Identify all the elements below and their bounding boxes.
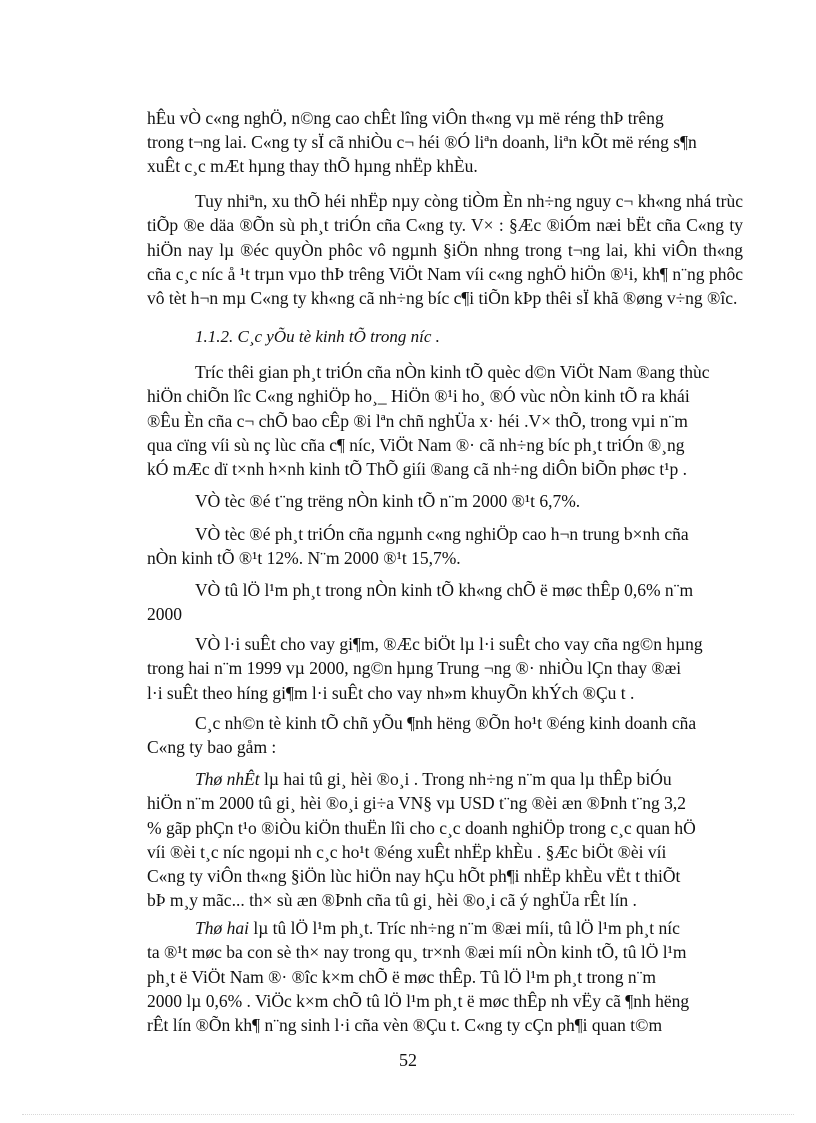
paragraph-6 <box>147 578 743 627</box>
paragraph-10 <box>147 916 743 1037</box>
paragraph-line: trong hai n¨m 1999 vµ 2000, ng©n hµng Trung ¬ng ®· nhiÒu lÇn thay ®æi <box>147 658 682 679</box>
paragraph-line: ph¸t ë ViÖt Nam ®· ®îc k×m chÕ ë møc thÊp. Tû lÖ l¹m ph¸t trong n¨m <box>147 966 657 987</box>
paragraph-line: VÒ l·i suÊt cho vay gi¶m, ®Æc biÖt lµ l·i suÊt cho vay cña ng©n hµng <box>195 634 703 654</box>
paragraph-9 <box>147 767 743 913</box>
paragraph-lead: Thø hai <box>195 918 249 938</box>
paragraph-line: qua cïng víi sù nç lùc cña c¶ níc, ViÖt Nam ®· cã nh÷ng bíc ph¸t triÓn ®¸ng <box>147 434 685 455</box>
paragraph-line: C«ng ty viÔn th«ng §iÖn lùc hiÖn nay hÇu hÕt ph¶i nhËp khÈu vËt t thiÕt <box>147 866 681 887</box>
paragraph-line: bÞ m¸y mãc... th× sù æn ®Þnh cña tû gi¸ hèi ®o¸i cã ý nghÜa rÊt lín . <box>147 890 637 911</box>
paragraph-line: VÒ tèc ®é ph¸t triÓn cña ngµnh c«ng nghiÖp cao h¬n trung b×nh cña <box>195 524 689 544</box>
paragraph-line: ta ®¹t møc ba con sè th× nay trong qu¸ tr×nh ®æi míi nÒn kinh tÕ, tû lÖ l¹m <box>147 942 687 963</box>
paragraph-line: Thø hai lµ tû lÖ l¹m ph¸t. Tríc nh÷ng n¨m ®æi míi, tû lÖ l¹m ph¸t níc <box>195 918 680 938</box>
paragraph-line: Tríc thêi gian ph¸t triÓn cña nÒn kinh tÕ quèc d©n ViÖt Nam ®ang thùc <box>195 362 710 382</box>
paragraph-1-line-3: xuÊt c¸c mÆt hµng thay thÕ hµng nhËp khÈu. <box>147 156 478 176</box>
paragraph-1 <box>147 106 743 130</box>
paragraph-line: hiÖn chiÕn lîc C«ng nghiÖp ho¸_ HiÖn ®¹i ho¸ ®Ó vùc nÒn kinh tÕ ra khái <box>147 386 690 407</box>
paragraph-line: hiÖn n¨m 2000 tû gi¸ hèi ®o¸i gi÷a VN§ vµ USD t¨ng ®èi æn ®Þnh t¨ng 3,2 <box>147 793 687 814</box>
paragraph-line: C«ng ty bao gåm : <box>147 737 277 758</box>
paragraph-line: ®Êu Èn cña c¬ chÕ bao cÊp ®i lªn chñ nghÜa x· héi .V× thÕ, trong vµi n¨m <box>147 410 688 431</box>
paragraph-8 <box>147 711 743 760</box>
paragraph-2: Tuy nhiªn, xu thÕ héi nhËp nµy còng tiÒm Èn nh÷ng nguy c¬ kh«ng nhá trùc tiÕp ®e däa ®Õn sù ph¸t triÓn cña C«ng ty. V× : §Æc ®iÓm næi bËt cña C«ng ty hiÖn nay lµ ®éc quyÒn phôc vô ngµnh §iÖn nhng trong t¬ng lai, khi viÔn th«ng cña c¸c níc å ¹t trµn vµo thÞ trêng ViÖt Nam víi c«ng nghÖ hiÖn ®¹i, kh¶ n¨ng phôc vô tèt h¬n mµ C«ng ty kh«ng cã nh÷ng bíc c¶i tiÕn kÞp thêi sÏ khã ®øng v÷ng ®îc. <box>147 191 743 309</box>
paragraph-line: hÊu vÒ c«ng nghÖ, n©ng cao chÊt lîng viÔn th«ng vµ më réng thÞ trêng <box>147 108 664 128</box>
page-number: 52 <box>399 1050 417 1070</box>
paragraph-line: C¸c nh©n tè kinh tÕ chñ yÕu ¶nh hëng ®Õn ho¹t ®éng kinh doanh cña <box>195 713 697 733</box>
paragraph-line: VÒ tû lÖ l¹m ph¸t trong nÒn kinh tÕ kh«ng chÕ ë møc thÊp 0,6% n¨m <box>195 580 694 600</box>
paragraph-line: rÊt lín ®Õn kh¶ n¨ng sinh l·i cña vèn ®Çu t. C«ng ty cÇn ph¶i quan t©m <box>147 1015 663 1036</box>
paragraph-line: 2000 lµ 0,6% . ViÖc k×m chÕ tû lÖ l¹m ph¸t ë møc thÊp nh vËy cã ¶nh hëng <box>147 990 690 1011</box>
paragraph-7 <box>147 632 743 705</box>
paragraph-line: Thø nhÊt lµ hai tû gi¸ hèi ®o¸i . Trong nh÷ng n¨m qua lµ thÊp biÓu <box>195 769 672 789</box>
paragraph-line: kÓ mÆc dï t×nh h×nh kinh tÕ ThÕ giíi ®ang cã nh÷ng diÔn biÕn phøc t¹p . <box>147 459 687 480</box>
footer-divider <box>22 1114 794 1115</box>
section-heading: 1.1.2. C¸c yÕu tè kinh tÕ trong níc . <box>195 327 440 346</box>
paragraph-line: víi ®èi t¸c níc ngoµi nh c¸c ho¹t ®éng xuÊt nhËp khÈu . §Æc biÖt ®èi víi <box>147 841 667 862</box>
paragraph-lead: Thø nhÊt <box>195 769 260 789</box>
paragraph-line: nÒn kinh tÕ ®¹t 12%. N¨m 2000 ®¹t 15,7%. <box>147 548 461 569</box>
paragraph-line: l·i suÊt theo híng gi¶m l·i suÊt cho vay nh»m khuyÕn khÝch ®Çu t . <box>147 682 635 703</box>
paragraph-1-line-2: trong t¬ng lai. C«ng ty sÏ cã nhiÒu c¬ héi ®Ó liªn doanh, liªn kÕt më réng s¶n <box>147 132 697 152</box>
paragraph-line: 2000 <box>147 604 182 625</box>
paragraph-line: % gãp phÇn t¹o ®iÒu kiÖn thuËn lîi cho c¸c doanh nghiÖp trong c¸c quan hÖ <box>147 817 696 838</box>
paragraph-5 <box>147 522 743 571</box>
paragraph-3 <box>147 360 743 481</box>
paragraph-4: VÒ tèc ®é t¨ng trëng nÒn kinh tÕ n¨m 2000 ®¹t 6,7%. <box>195 491 581 511</box>
